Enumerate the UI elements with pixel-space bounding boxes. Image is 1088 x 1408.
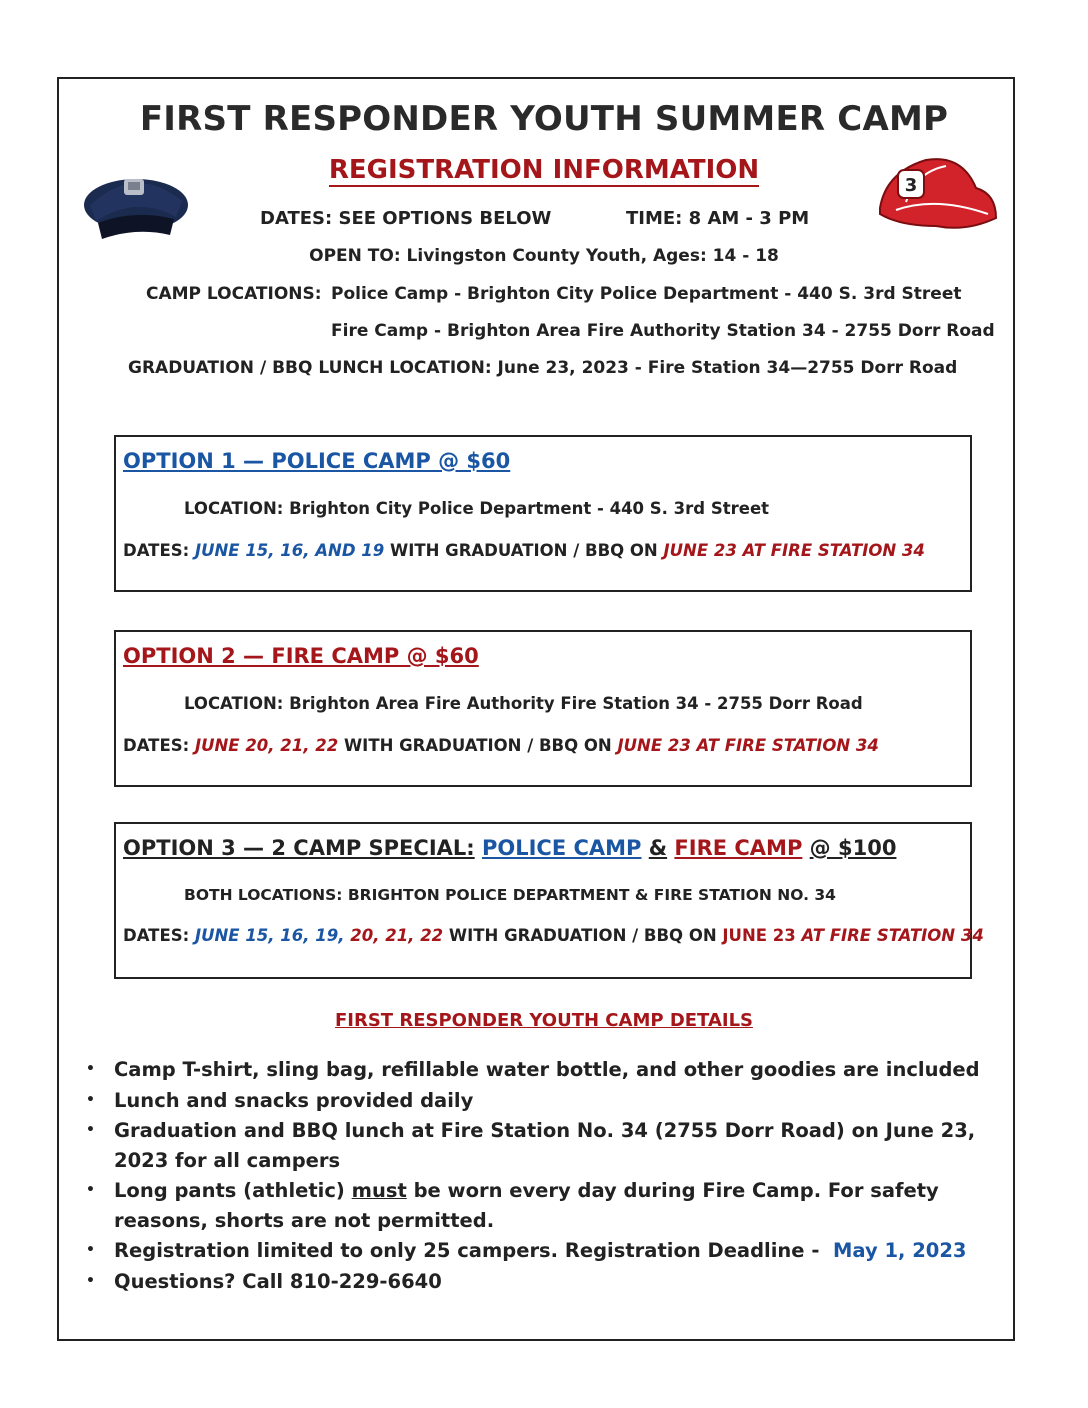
page-title: FIRST RESPONDER YOUTH SUMMER CAMP: [139, 99, 949, 139]
option-1-dates: DATES: JUNE 15, 16, AND 19 WITH GRADUATION / BBQ ON JUNE 23 AT FIRE STATION 34: [123, 541, 925, 560]
option-2-location: LOCATION: Brighton Area Fire Authority Fire Station 34 - 2755 Dorr Road: [184, 694, 863, 713]
option-1-box: [114, 435, 972, 592]
option-3-title: OPTION 3 — 2 CAMP SPECIAL: POLICE CAMP & FIRE CAMP @ $100: [123, 836, 897, 860]
option-1-location: LOCATION: Brighton City Police Department - 440 S. 3rd Street: [184, 499, 770, 518]
option-2-box: [114, 630, 972, 787]
police-camp-location: Police Camp - Brighton City Police Department - 440 S. 3rd Street: [331, 284, 962, 304]
list-item: • Graduation and BBQ lunch at Fire Station No. 34 (2755 Dorr Road) on June 23, 2023 for all campers: [86, 1119, 976, 1172]
list-item: • Lunch and snacks provided daily: [86, 1088, 474, 1112]
list-item: • Camp T-shirt, sling bag, refillable water bottle, and other goodies are included: [86, 1058, 980, 1081]
option-2-dates: DATES: JUNE 20, 21, 22 WITH GRADUATION / BBQ ON JUNE 23 AT FIRE STATION 34: [123, 736, 879, 755]
option-3-box: [114, 822, 984, 979]
option-1-title: OPTION 1 — POLICE CAMP @ $60: [123, 449, 511, 473]
graduation-location: GRADUATION / BBQ LUNCH LOCATION: June 23, 2023 - Fire Station 34—2755 Dorr Road: [128, 358, 958, 378]
details-heading: FIRST RESPONDER YOUTH CAMP DETAILS: [334, 1010, 754, 1031]
dates-info: DATES: SEE OPTIONS BELOW: [260, 208, 552, 229]
option-3-dates: DATES: JUNE 15, 16, 19, 20, 21, 22 WITH GRADUATION / BBQ ON JUNE 23 AT FIRE STATION 34: [123, 926, 984, 945]
page-subtitle: REGISTRATION INFORMATION: [328, 155, 760, 185]
list-item: • Long pants (athletic) must be worn every day during Fire Camp. For safety reasons, shorts are not permitted.: [86, 1179, 939, 1232]
option-2-title: OPTION 2 — FIRE CAMP @ $60: [123, 644, 479, 668]
list-item: • Questions? Call 810-229-6640: [86, 1269, 442, 1293]
list-item: • Registration limited to only 25 campers. Registration Deadline - May 1, 2023: [86, 1239, 967, 1262]
police-hat-icon: [80, 165, 192, 245]
camp-locations-label: CAMP LOCATIONS:: [146, 284, 322, 304]
fire-helmet-icon: [876, 152, 1000, 236]
details-list: [86, 1055, 986, 1297]
svg-text:3: 3: [904, 175, 918, 196]
fire-camp-location: Fire Camp - Brighton Area Fire Authority Station 34 - 2755 Dorr Road: [331, 321, 995, 341]
time-info: TIME: 8 AM - 3 PM: [626, 208, 810, 229]
option-3-location: BOTH LOCATIONS: BRIGHTON POLICE DEPARTMENT & FIRE STATION NO. 34: [184, 886, 836, 904]
open-to: OPEN TO: Livingston County Youth, Ages: 14 - 18: [309, 246, 779, 266]
